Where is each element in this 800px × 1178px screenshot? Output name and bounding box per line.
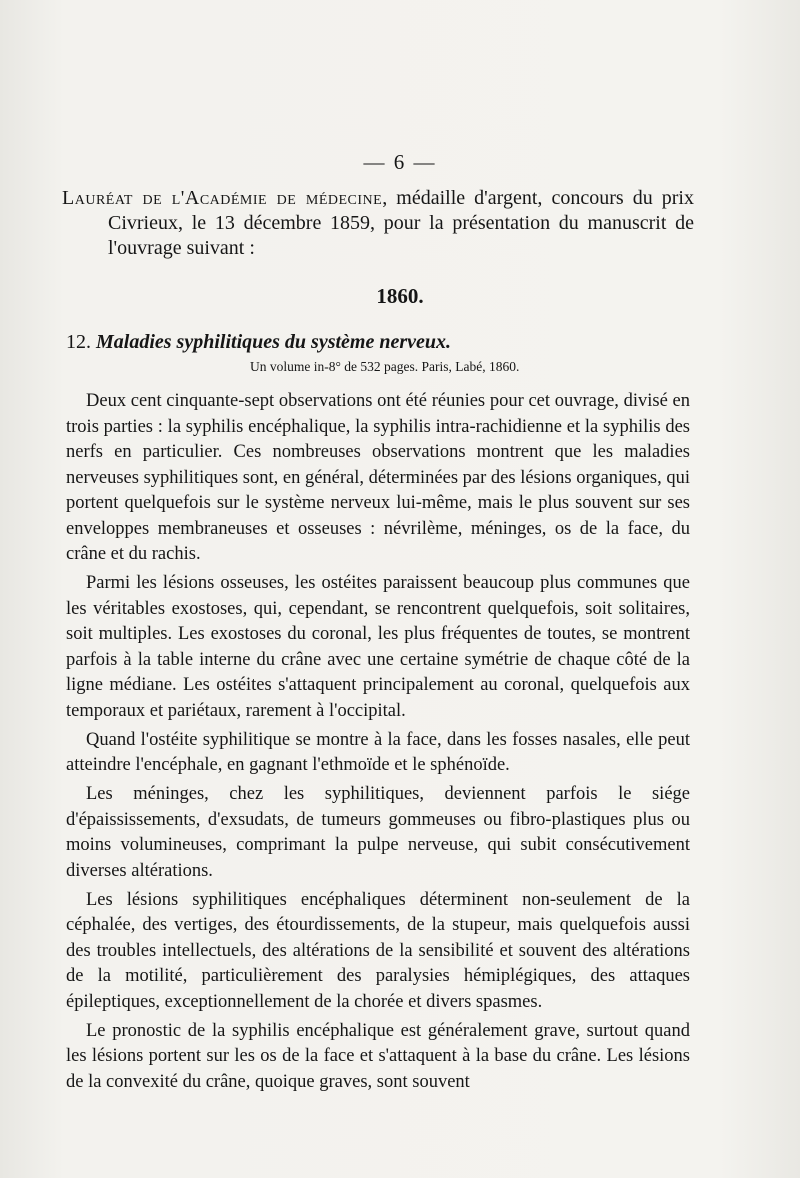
paragraph: Le pronostic de la syphilis encéphalique est généralement grave, surtout quand les lésions portent sur les os de la face et s'attaquent à la base du crâne. Les lésions de la convexité du crâne, quoique graves, sont souvent — [66, 1020, 690, 1092]
paragraph: Quand l'ostéite syphilitique se montre à la face, dans les fosses nasales, elle peut atteindre l'encéphale, en gagnant l'ethmoïde et le sphénoïde. — [66, 729, 690, 775]
award-details: , médaille d'argent, concours du prix Civrieux, le 13 décembre 1859, pour la présentation du manuscrit de l'ouvrage suivant : — [108, 187, 694, 259]
publication-info: Un volume in-8° de 532 pages. Paris, Labé, 1860. — [250, 359, 520, 374]
entry-title: Maladies syphilitiques du système nerveux. — [96, 331, 451, 353]
year-heading: 1860. — [376, 284, 424, 308]
paragraph: Parmi les lésions osseuses, les ostéites paraissent beaucoup plus communes que les véritables exostoses, qui, cependant, se rencontrent quelquefois, soit solitaires, soit multiples. Les exostoses du coronal, les plus fréquentes de toutes, se montrent parfois à la table interne du crâne avec une certaine symétrie de chaque côté de la ligne médiane. Les ostéites s'attaquent principalement au coronal, quelquefois aux temporaux et pariétaux, rarement à l'occipital. — [66, 573, 690, 721]
award-header — [62, 186, 694, 261]
paragraph: Les méninges, chez les syphilitiques, deviennent parfois le siége d'épaississements, d'exsudats, de tumeurs gommeuses ou fibro-plastiques plus ou moins volumineuses, comprimant la pulpe nerveuse, qui subit consécutivement diverses altérations. — [66, 784, 690, 881]
entry-heading — [66, 330, 706, 354]
entry-number: 12. — [66, 331, 91, 353]
body-text — [66, 389, 690, 1099]
award-institution: Lauréat de l'Académie de médecine — [62, 187, 383, 209]
paragraph: Les lésions syphilitiques encéphaliques déterminent non-seulement de la céphalée, des vertiges, des étourdissements, de la stupeur, mais quelquefois aussi des troubles intellectuels, des altérations de la sensibilité et souvent des altérations de la motilité, particulièrement des paralysies hémiplégiques, des attaques épileptiques, exceptionnellement de la chorée et divers spasmes. — [66, 889, 690, 1012]
page-number: — 6 — — [363, 150, 437, 174]
paragraph: Deux cent cinquante-sept observations ont été réunies pour cet ouvrage, divisé en trois parties : la syphilis encéphalique, la syphilis intra-rachidienne et la syphilis des nerfs en particulier. Ces nombreuses observations montrent que les maladies nerveuses syphilitiques sont, en général, déterminées par des lésions organiques, qui portent quelquefois sur le système nerveux lui-même, mais le plus souvent sur ses enveloppes membraneuses et osseuses : névrilème, méninges, os de la face, du crâne et du rachis. — [66, 391, 690, 564]
